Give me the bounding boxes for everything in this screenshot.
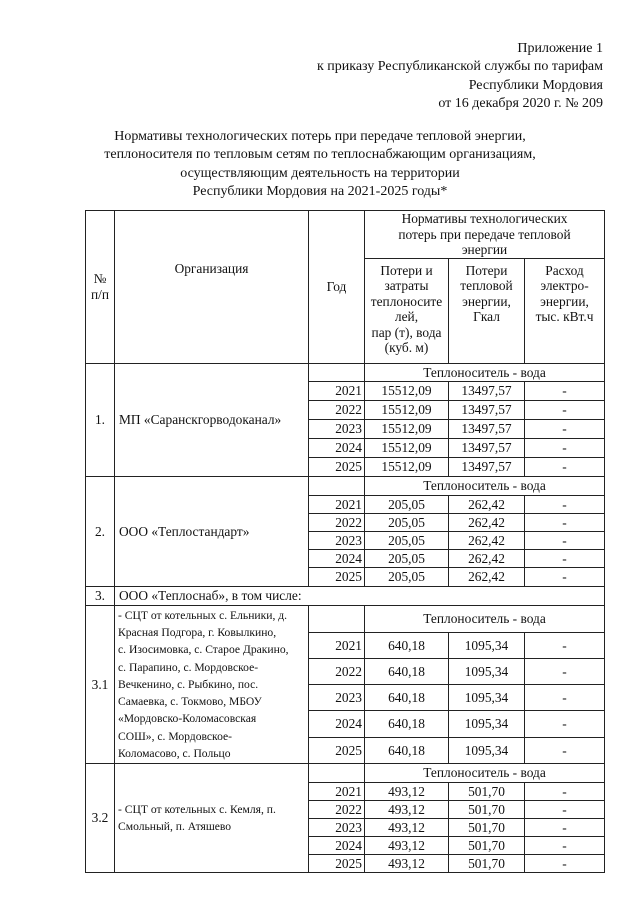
power-cell: - (525, 496, 605, 514)
water-loss-cell: 205,05 (365, 532, 449, 550)
heat-loss-cell: 1095,34 (449, 711, 525, 738)
year-cell: 2022 (309, 801, 365, 819)
power-cell: - (525, 458, 605, 477)
title-line-4: Республики Мордовия на 2021-2025 годы* (192, 184, 448, 200)
year-cell: 2023 (309, 420, 365, 439)
title-line-1: Нормативы технологических потерь при передаче тепловой энергии, (114, 129, 526, 144)
year-cell: 2021 (309, 496, 365, 514)
title-line-2: теплоносителя по тепловым сетям по теплоснабжающим организациям, (104, 147, 536, 163)
carrier-row (86, 477, 605, 496)
power-cell: - (525, 550, 605, 568)
text-line: Вечкенино, с. Рыбкино, пос. (118, 677, 259, 691)
carrier-row (86, 764, 605, 783)
text-line: с. Парапино, с. Мордовское- (118, 660, 259, 674)
standards-table (85, 210, 605, 873)
header-year: Год (309, 211, 365, 364)
text-line: Гкал (473, 309, 500, 325)
power-cell: - (525, 711, 605, 738)
organization-name: МП «Саранскгорводоканал» (115, 364, 309, 477)
water-loss-cell: 640,18 (365, 738, 449, 764)
appendix-line-1: Приложение 1 (517, 41, 603, 56)
text-line: тепловой (460, 278, 513, 294)
org3-row (86, 587, 605, 606)
header-row-1 (86, 211, 605, 259)
carrier-label: Теплоноситель - вода (365, 764, 605, 783)
heat-loss-cell: 262,42 (449, 496, 525, 514)
year-cell: 2021 (309, 783, 365, 801)
heat-loss-cell: 262,42 (449, 532, 525, 550)
text-line: лей, (394, 309, 419, 325)
year-cell: 2024 (309, 550, 365, 568)
text-line: пар (т), вода (371, 324, 442, 340)
power-cell: - (525, 514, 605, 532)
text-line: Коломасово, с. Польцо (118, 746, 231, 760)
water-loss-cell: 15512,09 (365, 439, 449, 458)
heat-loss-cell: 1095,34 (449, 659, 525, 685)
power-cell: - (525, 439, 605, 458)
year-cell: 2022 (309, 401, 365, 420)
power-cell: - (525, 738, 605, 764)
water-loss-cell: 15512,09 (365, 458, 449, 477)
water-loss-cell: 205,05 (365, 496, 449, 514)
power-cell: - (525, 837, 605, 855)
organization-name (115, 606, 309, 764)
water-loss-cell: 205,05 (365, 514, 449, 532)
document-title (0, 128, 640, 202)
text-line: с. Изосимовка, с. Старое Дракино, (118, 643, 289, 657)
heat-loss-cell: 262,42 (449, 514, 525, 532)
appendix-line-3: Республики Мордовия (468, 77, 603, 93)
heat-loss-cell: 501,70 (449, 801, 525, 819)
text-line: тыс. кВт.ч (535, 309, 594, 325)
power-cell: - (525, 568, 605, 587)
text-line: - СЦТ от котельных с. Ельники, д. (118, 609, 288, 623)
power-cell: - (525, 819, 605, 837)
year-cell: 2025 (309, 855, 365, 873)
heat-loss-cell: 13497,57 (449, 439, 525, 458)
water-loss-cell: 493,12 (365, 855, 449, 873)
year-cell: 2022 (309, 659, 365, 685)
year-cell: 2025 (309, 568, 365, 587)
year-cell: 2025 (309, 458, 365, 477)
text-line: энергии, (462, 293, 511, 309)
year-blank (309, 764, 365, 783)
power-cell: - (525, 401, 605, 420)
heat-loss-cell: 1095,34 (449, 685, 525, 711)
water-loss-cell: 205,05 (365, 568, 449, 587)
text-line: теплоносите (370, 293, 443, 309)
year-cell: 2024 (309, 711, 365, 738)
text-line: энергии, (540, 293, 589, 309)
water-loss-cell: 640,18 (365, 685, 449, 711)
text-line: «Мордовско-Коломасовская (118, 712, 257, 726)
text-line: затраты (384, 278, 429, 294)
year-cell: 2023 (309, 685, 365, 711)
year-cell: 2024 (309, 837, 365, 855)
power-cell: - (525, 532, 605, 550)
heat-loss-cell: 13497,57 (449, 401, 525, 420)
carrier-row (86, 364, 605, 382)
water-loss-cell: 640,18 (365, 633, 449, 659)
header-group: Нормативы технологических потерь при передаче тепловой энергии (365, 211, 605, 259)
power-cell: - (525, 382, 605, 401)
power-cell: - (525, 855, 605, 873)
heat-loss-cell: 13497,57 (449, 420, 525, 439)
carrier-label: Теплоноситель - вода (365, 477, 605, 496)
water-loss-cell: 15512,09 (365, 401, 449, 420)
year-blank (309, 606, 365, 633)
row-number: 2. (86, 477, 115, 587)
power-cell: - (525, 420, 605, 439)
year-cell: 2025 (309, 738, 365, 764)
text-line: - СЦТ от котельных с. Кемля, п. (118, 802, 276, 816)
heat-loss-cell: 501,70 (449, 837, 525, 855)
row-number: 3.1 (86, 606, 115, 764)
water-loss-cell: 493,12 (365, 837, 449, 855)
organization-name: ООО «Теплоснаб», в том числе: (115, 587, 605, 606)
water-loss-cell: 640,18 (365, 711, 449, 738)
heat-loss-cell: 1095,34 (449, 738, 525, 764)
text-line: Потери и (380, 263, 433, 278)
header-col-heat (449, 259, 525, 364)
water-loss-cell: 493,12 (365, 819, 449, 837)
row-number: 1. (86, 364, 115, 477)
year-cell: 2021 (309, 633, 365, 659)
heat-loss-cell: 13497,57 (449, 382, 525, 401)
text-line: (куб. м) (384, 340, 429, 356)
text-line: Красная Подгора, г. Ковылкино, (118, 626, 277, 640)
carrier-label: Теплоноситель - вода (365, 606, 605, 633)
carrier-label: Теплоноситель - вода (365, 364, 605, 382)
text-line: Смольный, п. Атяшево (118, 820, 232, 833)
appendix-line-4: от 16 декабря 2020 г. № 209 (438, 96, 603, 112)
appendix-line-2: к приказу Республиканской службы по тарифам (316, 59, 603, 75)
text-line: СОШ», с. Мордовское- (118, 729, 233, 743)
row-number: 3.2 (86, 764, 115, 873)
appendix-header (317, 40, 603, 114)
water-loss-cell: 15512,09 (365, 382, 449, 401)
organization-name (115, 764, 309, 873)
water-loss-cell: 15512,09 (365, 420, 449, 439)
year-cell: 2021 (309, 382, 365, 401)
water-loss-cell: 640,18 (365, 659, 449, 685)
power-cell: - (525, 659, 605, 685)
row-number: 3. (86, 587, 115, 606)
header-num: № п/п (86, 211, 115, 364)
organization-name: ООО «Теплостандарт» (115, 477, 309, 587)
year-cell: 2024 (309, 439, 365, 458)
year-blank (309, 477, 365, 496)
header-org: Организация (115, 211, 309, 364)
heat-loss-cell: 262,42 (449, 550, 525, 568)
text-line: Самаевка, с. Токмово, МБОУ (118, 695, 262, 709)
heat-loss-cell: 501,70 (449, 783, 525, 801)
header-col-power (525, 259, 605, 364)
year-cell: 2023 (309, 819, 365, 837)
water-loss-cell: 493,12 (365, 783, 449, 801)
power-cell: - (525, 633, 605, 659)
water-loss-cell: 205,05 (365, 550, 449, 568)
year-cell: 2023 (309, 532, 365, 550)
text-line: Потери (465, 263, 508, 278)
heat-loss-cell: 1095,34 (449, 633, 525, 659)
power-cell: - (525, 783, 605, 801)
text-line: Расход (545, 263, 584, 278)
year-cell: 2022 (309, 514, 365, 532)
text-line: электро- (540, 278, 589, 294)
header-col-water (365, 259, 449, 364)
power-cell: - (525, 801, 605, 819)
title-line-3: осуществляющим деятельность на территории (180, 165, 460, 181)
heat-loss-cell: 501,70 (449, 819, 525, 837)
year-blank (309, 364, 365, 382)
heat-loss-cell: 13497,57 (449, 458, 525, 477)
heat-loss-cell: 501,70 (449, 855, 525, 873)
power-cell: - (525, 685, 605, 711)
water-loss-cell: 493,12 (365, 801, 449, 819)
heat-loss-cell: 262,42 (449, 568, 525, 587)
carrier-row (86, 606, 605, 633)
